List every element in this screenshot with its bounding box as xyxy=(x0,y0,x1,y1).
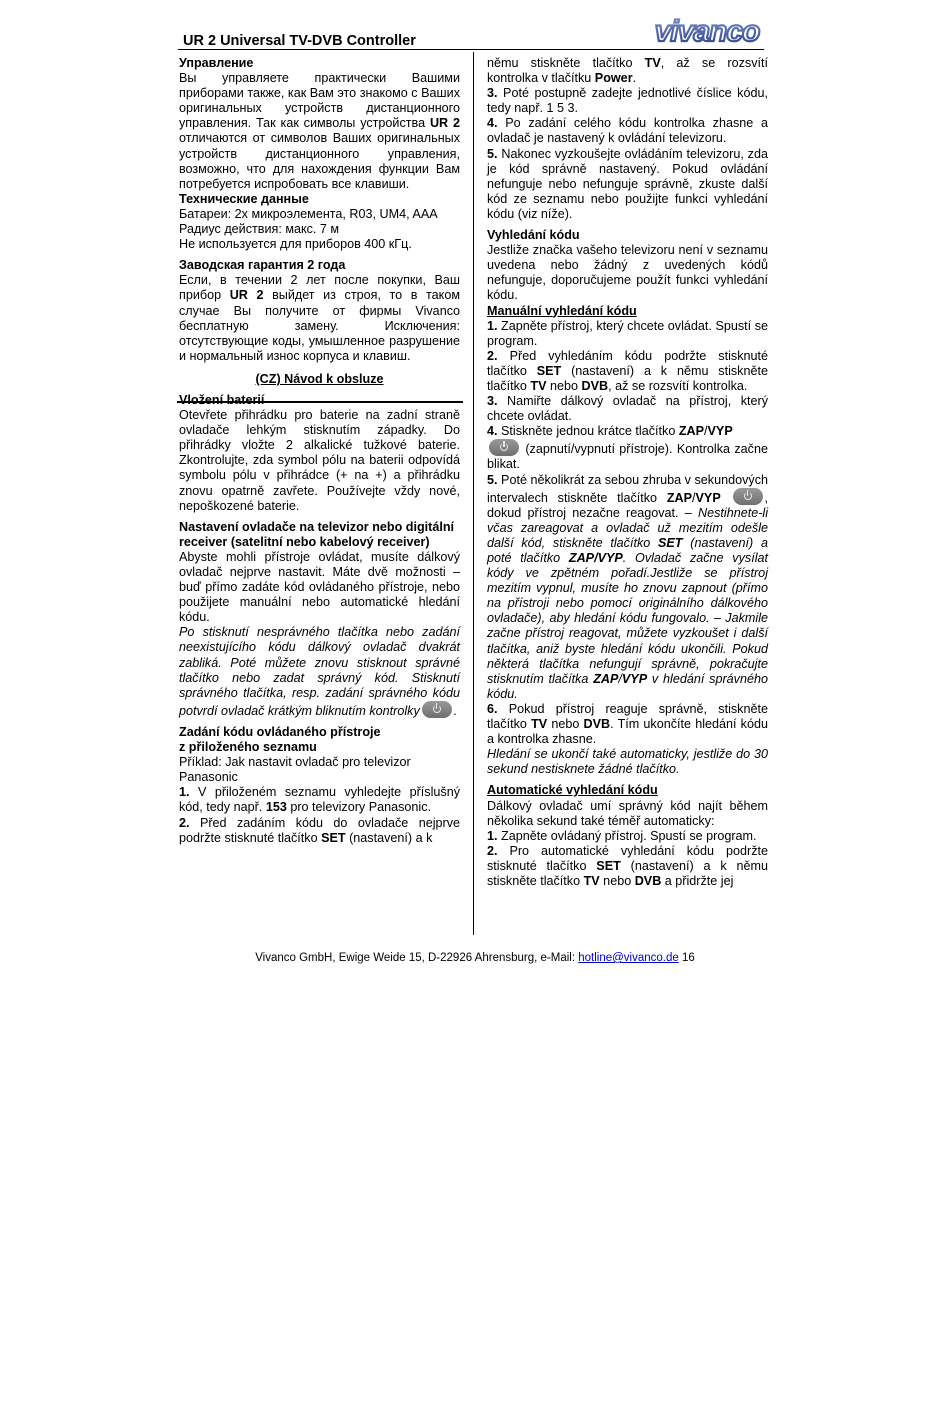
svg-text:vivanco: vivanco xyxy=(654,15,760,48)
vivanco-logo xyxy=(650,14,764,50)
cz-manual-step-1: 1. Zapněte přístroj, který chcete ovládat. Spustí se program. xyxy=(487,318,768,348)
footer-address: Vivanco GmbH, Ewige Weide 15, D-22926 Ahrensburg, e-Mail: xyxy=(255,952,579,964)
power-button-icon xyxy=(733,488,763,505)
cz-manual-step-6: 6. Pokud přístroj reaguje správně, stiskněte tlačítko TV nebo DVB. Tím ukončíte hledání kódu a kontrolka zhasne. xyxy=(487,701,768,747)
cz-manual-step-4: 4. Stiskněte jednou krátce tlačítko ZAP/VYP (zapnutí/vypnutí přístroje). Kontrolka začne blikat. xyxy=(487,424,768,472)
cz-manual-step-2: 2. Před vyhledáním kódu podržte stisknuté tlačítko SET (nastavení) a k němu stiskněte tlačítko TV nebo DVB, až se rozsvítí kontrolka. xyxy=(487,348,768,393)
cz-heading-code-search: Vyhledání kódu xyxy=(487,228,580,243)
cz-heading-batteries: Vložení baterií xyxy=(179,392,265,407)
cz-heading-setup: Nastavení ovladače na televizor nebo digitální receiver (satelitní nebo kabelový receiver) xyxy=(179,519,455,549)
cz-step-1: 1. V přiloženém seznamu vyhledejte příslušný kód, tedy např. 153 pro televizory Panasonic. xyxy=(179,785,460,815)
cz-step-5: 5. Nakonec vyzkoušejte ovládáním televizoru, zda je kód správně nastavený. Pokud ovládání nefunguje nebo nefunguje správně, zkuste další kód ze seznamu nebo použijte funkci vyhledání kódu (viz níže). xyxy=(487,146,768,221)
power-button-icon xyxy=(422,701,452,718)
page-footer xyxy=(0,952,950,964)
cz-manual-note: Hledání se ukončí také automaticky, jestliže do 30 sekund nestisknete žádné tlačítko. xyxy=(487,747,768,777)
cz-heading-manual-search: Manuální vyhledání kódu xyxy=(487,303,637,318)
ru-heading-control: Управление xyxy=(179,56,254,70)
cz-paragraph-auto-search: Dálkový ovladač umí správný kód najít během několika sekund také téměř automaticky: xyxy=(487,798,768,828)
footer-email-link[interactable]: hotline@vivanco.de xyxy=(578,952,679,964)
cz-step-3: 3. Poté postupně zadejte jednotlivé číslice kódu, tedy např. 1 5 3. xyxy=(487,86,768,116)
cz-step-2-continued: němu stiskněte tlačítko TV, až se rozsvítí kontrolka v tlačítku Power. xyxy=(487,56,768,86)
cz-paragraph-code-search: Jestliže značka vašeho televizoru není v seznamu uvedena nebo žádný z uvedených kódů nefunguje, doporučujeme použít funkci vyhledání kódu. xyxy=(487,243,768,303)
cz-paragraph-setup-note: Po stisknutí nesprávného tlačítka nebo zadání neexistujícího kódu dálkový ovladač dvakrát zabliká. Poté můžete znovu stisknout správné tlačítko nebo zadat správný kód. Stisknutí správného tlačítka, resp. zadání správného kódu potvrdí ovladač krátkým bliknutím kontrolky . xyxy=(179,625,460,718)
column-divider xyxy=(473,52,474,935)
ru-heading-warranty: Заводская гарантия 2 года xyxy=(179,258,346,273)
cz-heading-code-entry-sub: z přiloženého seznamu xyxy=(179,740,317,755)
cz-paragraph-example: Příklad: Jak nastavit ovladač pro televizor Panasonic xyxy=(179,755,411,785)
cz-heading-auto-search: Automatické vyhledání kódu xyxy=(487,783,658,798)
cz-paragraph-setup: Abyste mohli přístroje ovládat, musíte dálkový ovladač nejprve nastavit. Máte dvě možnosti – buď přímo zadáte kód ovládaného přístroje, nebo použijete manuální nebo automatické hledání kódu. xyxy=(179,549,460,625)
cz-auto-step-2: 2. Pro automatické vyhledání kódu podržte stisknuté tlačítko SET (nastavení) a k němu stiskněte tlačítko TV nebo DVB a přidržte jej xyxy=(487,843,768,888)
ru-tech-note: Не используется для приборов 400 кГц. xyxy=(179,237,412,252)
page-number: 16 xyxy=(678,952,695,964)
cz-section-title: (CZ) Návod k obsluze xyxy=(255,371,384,386)
ru-tech-range: Радиус действия: макс. 7 м xyxy=(179,222,340,237)
ru-paragraph-control: Вы управляете практически Вашими приборами также, как Вам это знакомо с Ваших оригинальных устройств дистанционного управления. Так как символы устройства UR 2 отличаются от символов Ваших оригинальных устройств дистанционного управления, возможно, что для нахождения функции Вам потребуется испробовать все клавиши. xyxy=(179,71,460,191)
ru-tech-batteries: Батареи: 2x микроэлемента, R03, UM4, AAA xyxy=(179,206,438,221)
cz-heading-code-entry: Zadání kódu ovládaného přístroje xyxy=(179,724,381,739)
cz-manual-step-3: 3. Namiřte dálkový ovladač na přístroj, který chcete ovládat. xyxy=(487,394,768,424)
cz-step-4: 4. Po zadání celého kódu kontrolka zhasne a ovladač je nastavený k ovládání televizoru. xyxy=(487,116,768,146)
ru-heading-tech: Технические данные xyxy=(179,191,309,206)
left-column xyxy=(179,56,460,846)
ru-paragraph-warranty: Если, в течении 2 лет после покупки, Ваш прибор UR 2 выйдет из строя, то в таком случае Вы получите от фирмы Vivanco бесплатную замену. Исключения: отсутствующие коды, умышленное разрушение и нормальный износ корпуса и клавиш. xyxy=(179,273,460,363)
cz-step-2: 2. Před zadáním kódu do ovladače nejprve podržte stisknuté tlačítko SET (nastavení) a k xyxy=(179,815,460,845)
power-button-icon xyxy=(489,439,519,456)
cz-paragraph-batteries: Otevřete přihrádku pro baterie na zadní straně ovladače lehkým stisknutím západky. Do přihrádky vložte 2 alkalické tužkové baterie. Zkontrolujte, zda symbol pólu na baterii odpovídá symbolu pólu v přihrádce (+ na +) a přihrádku znovu opatrně zavřete. Používejte vždy nové, nepoškozené baterie. xyxy=(179,408,460,513)
right-column xyxy=(487,56,768,889)
cz-manual-step-5: 5. Poté několikrát za sebou zhruba v sekundových intervalech stiskněte tlačítko ZAP/VYP , dokud přístroj nezačne reagovat. – Nestihnete-li včas zareagovat a ovladač už mezitím odešle další kód, stiskněte tlačítko SET (nastavení) a poté tlačítko ZAP/VYP. Ovladač začne vysílat kódy ve zpětném pořadí.Jestliže se přístroj mezitím vypnul, musíte ho znovu zapnout (přímo na přístroji nebo pomocí originálního dálkového ovladače), aby hledání kódu fungovalo. – Jakmile začne přístroj reagovat, můžete vyzkoušet i další tlačítka, aniž byste hledání kódu ukončili. Pokud některá tlačítka nefungují správně, pokračujte stisknutím tlačítka ZAP/VYP v hledání správného kódu. xyxy=(487,472,768,701)
document-header-title: UR 2 Universal TV-DVB Controller xyxy=(183,33,416,49)
cz-auto-step-1: 1. Zapněte ovládaný přístroj. Spustí se program. xyxy=(487,828,757,843)
